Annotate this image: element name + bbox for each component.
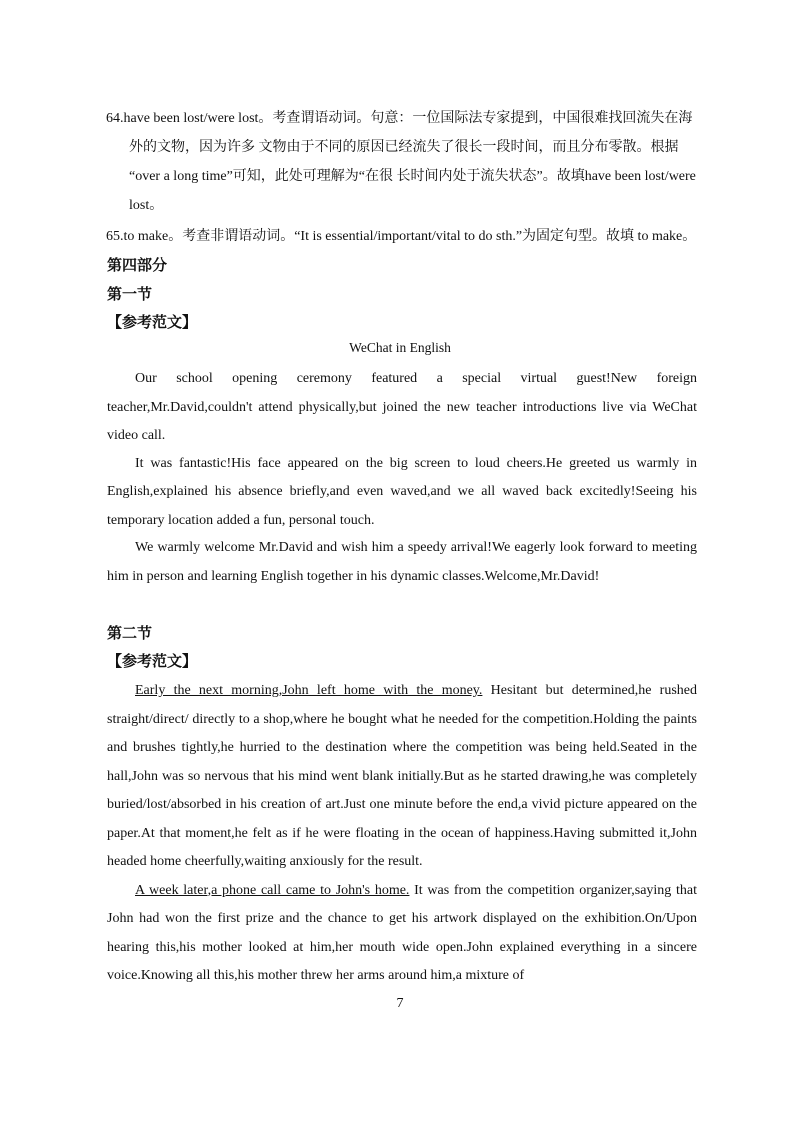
paragraph-2-body: It was from the competition organizer,saying that John had won the first prize and the chance to get his artwork displayed on the exhibition.On/Upon hearing this,his mother looked at him,her mouth wide open.John explained everything in a sincere voice.Knowing all this,his mother threw her arms around him,a mixture of	[107, 882, 698, 983]
section1-label: 【参考范文】	[107, 315, 198, 331]
answer-64-line-3: “over a long time”可知，此处可理解为“在很 长时间内处于流失状态”。故填have been lost/were	[129, 169, 696, 184]
answer-65	[107, 222, 697, 251]
section2-heading: 第二节	[107, 626, 153, 642]
paragraph-2-given-sentence: A week later,a phone call came to John's home.	[135, 882, 410, 898]
part4-heading: 第四部分	[107, 258, 168, 274]
essay1-paragraph-2: It was fantastic!His face appeared on the big screen to loud cheers.He greeted us warmly in English,explained his absence briefly,and even waved,and we all waved back excitedly!Seeing his temporary location added a fun, personal touch.	[107, 455, 697, 528]
answer-64-line-2: 外的文物，因为许多 文物由于不同的原因已经流失了很长一段时间，而且分布零散。根据	[129, 140, 679, 155]
essay1-paragraph-3: We warmly welcome Mr.David and wish him a speedy arrival!We eagerly look forward to meeting him in person and learning English together in his dynamic classes.Welcome,Mr.David!	[107, 540, 697, 584]
paragraph-1-given-sentence: Early the next morning,John left home with the money.	[135, 683, 483, 698]
essay1-paragraph-1: Our school opening ceremony featured a special virtual guest!New foreign teacher,Mr.David,couldn't attend physically,but joined the new teacher introductions live via WeChat video call.	[107, 371, 697, 443]
essay2-paragraph-1	[107, 677, 697, 877]
section1-essay	[107, 365, 697, 591]
page-number: 7	[396, 996, 404, 1011]
answer-64	[107, 104, 697, 220]
paragraph-1-body: Hesitant but determined,he rushed straight/direct/ directly to a shop,where he bought what he needed for the competition.Holding the paints and brushes tightly,he hurried to the destination where the competition was being held.Seated in the hall,John was so nervous that his mind went blank initially.But as he started drawing,he was completely buried/lost/absorbed in his creation of art.Just one minute before the end,a vivid picture appeared on the paper.At that moment,he felt as if he were floating in the ocean of happiness.Having submitted it,John headed home cheerfully,waiting anxiously for the result.	[107, 683, 697, 869]
answer-64-line-1: 64.have been lost/were lost。考查谓语动词。句意：一位国际法专家提到，中国很难找回流失在海	[106, 111, 693, 126]
essay-title: WeChat in English	[349, 340, 451, 355]
essay2-paragraph-2	[107, 877, 697, 991]
answer-64-line-4: lost。	[129, 198, 164, 213]
answer-65-line-1: 65.to make。考查非谓语动词。“It is essential/important/vital to do sth.”为固定句型。故填 to make。	[106, 229, 697, 244]
section1-heading: 第一节	[107, 287, 153, 303]
section2-label: 【参考范文】	[107, 654, 198, 670]
section2-essay	[107, 677, 697, 991]
